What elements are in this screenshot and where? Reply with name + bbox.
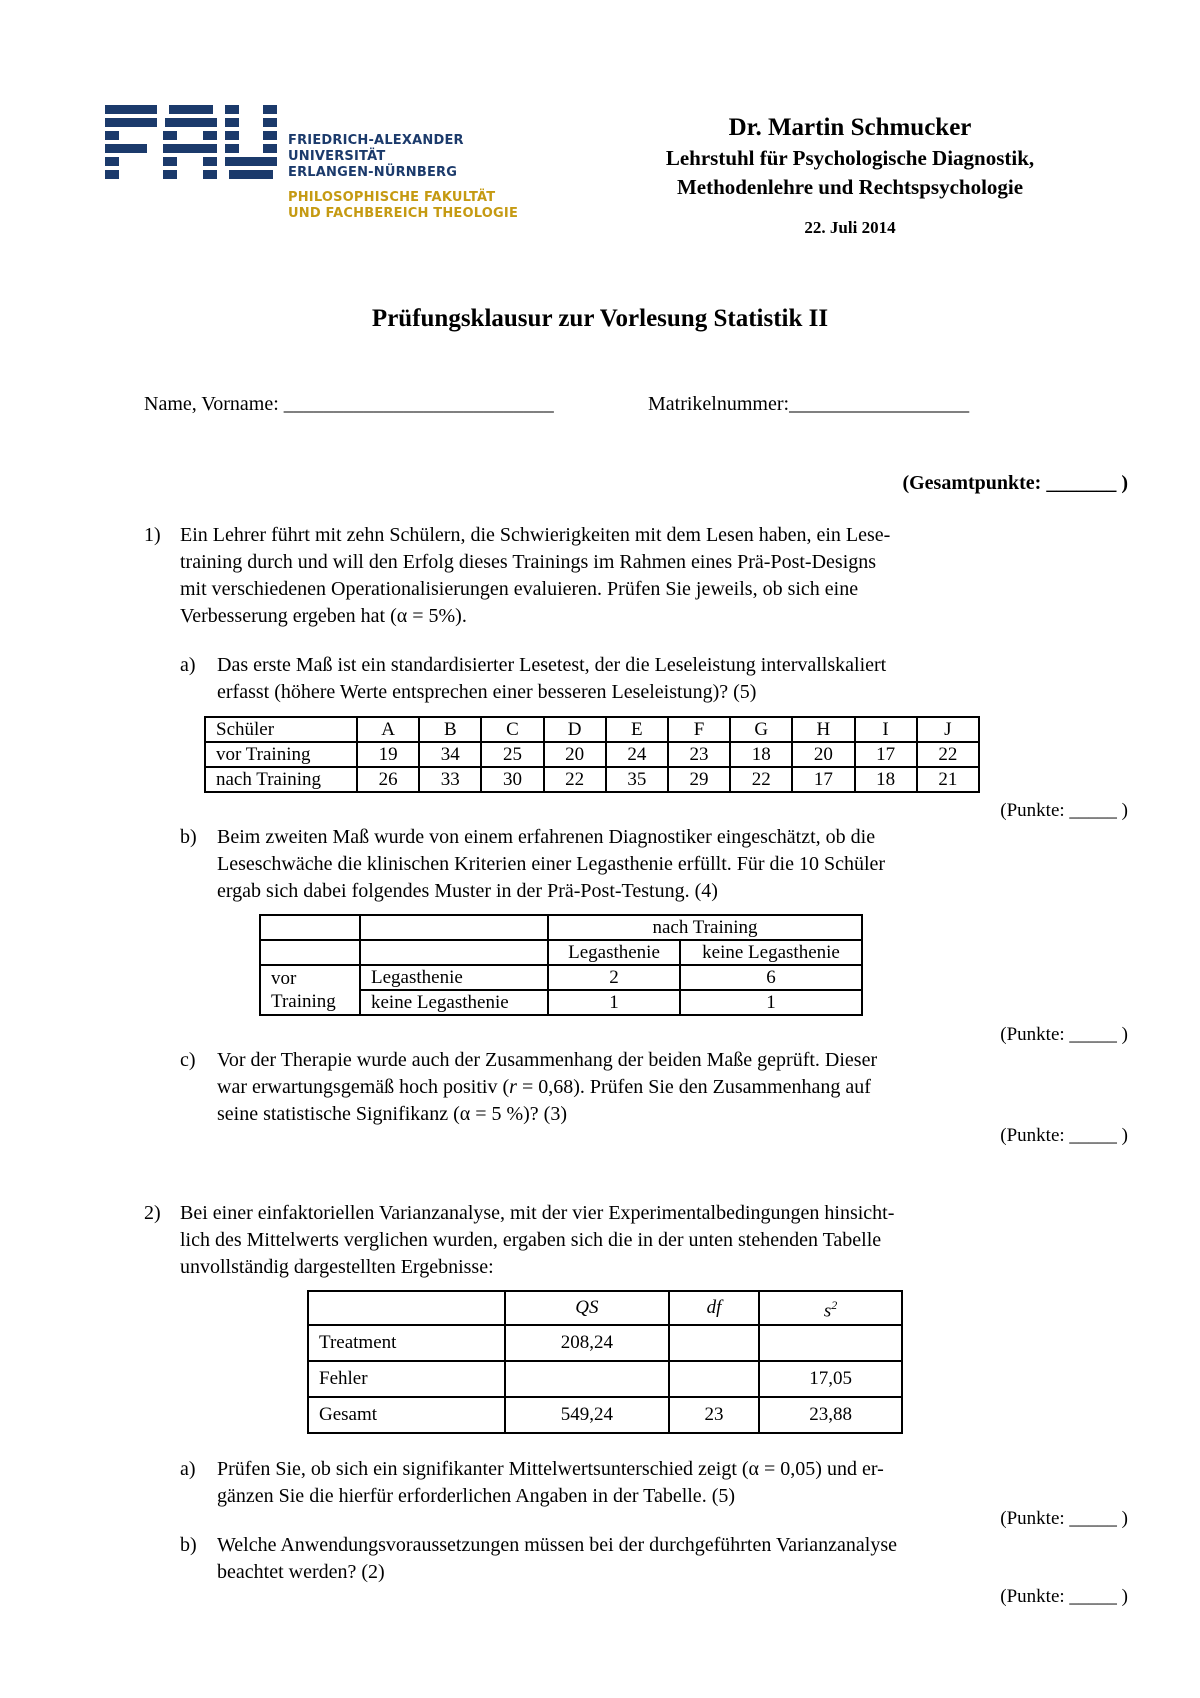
author-block [600, 112, 1100, 238]
faculty-name: PHILOSOPHISCHE FAKULTÄT UND FACHBEREICH THEOLOGIE [288, 190, 519, 221]
q2-anova-table [307, 1290, 903, 1434]
q2-number: 2) [144, 1202, 161, 1224]
q2-text: Bei einer einfaktoriellen Varianzanalyse, mit der vier Experimentalbedingungen hinsicht- lich des Mittelwerts verglichen wurden, ergaben sich die in der unten stehenden Tabelle unvollständig dargestellten Ergebnisse: [180, 1202, 895, 1278]
university-name: FRIEDRICH-ALEXANDER UNIVERSITÄT ERLANGEN-NÜRNBERG [288, 133, 464, 180]
q2a-text: Prüfen Sie, ob sich ein signifikanter Mittelwertsunterschied zeigt (α = 0,05) und er- gänzen Sie die hierfür erforderlichen Angaben in der Tabelle. (5) [217, 1458, 884, 1507]
q1a-text: Das erste Maß ist ein standardisierter Lesetest, der die Leseleistung intervallskaliert erfasst (höhere Werte entsprechen einer besseren Leseleistung)? (5) [217, 654, 887, 703]
q1b-table [259, 914, 863, 1016]
q1-number: 1) [144, 524, 161, 546]
table-row: vor Training Legasthenie 2 6 [260, 965, 862, 990]
q1a-points[interactable]: (Punkte: _____ ) [1000, 800, 1128, 821]
author-name: Dr. Martin Schmucker [728, 114, 972, 141]
q1c-points[interactable]: (Punkte: _____ ) [1000, 1125, 1128, 1146]
q1c-letter: c) [180, 1049, 196, 1071]
chair-line-2: Methodenlehre und Rechtspsychologie [676, 175, 1024, 199]
q2b-letter: b) [180, 1534, 197, 1556]
table-row: nach Training 26 33 30 22 35 29 22 17 18 21 [205, 767, 979, 792]
table-row: keine Legasthenie 1 1 [260, 990, 862, 1015]
table-row: Schüler A B C D E F G H I J [205, 717, 979, 742]
page-title: Prüfungsklausur zur Vorlesung Statistik II [371, 305, 829, 332]
q1-text: Ein Lehrer führt mit zehn Schülern, die Schwierigkeiten mit dem Lesen haben, ein Lese- training durch und will den Erfolg dieses Trainings im Rahmen eines Prä-Post-Designs mit verschiedenen Operationalisierungen evaluieren. Prüfen Sie jeweils, ob sich eine Verbesserung ergeben hat (α = 5%). [180, 524, 891, 627]
table-row: Legasthenie keine Legasthenie [260, 940, 862, 965]
q2b-text: Welche Anwendungsvoraussetzungen müssen bei der durchgeführten Varianzanalyse beachtet werden? (2) [217, 1534, 898, 1583]
matrikel-field[interactable]: Matrikelnummer:__________________ [648, 393, 970, 415]
q1c-text: Vor der Therapie wurde auch der Zusammenhang der beiden Maße geprüft. Dieser war erwartungsgemäß hoch positiv (r = 0,68). Prüfen Sie den Zusammenhang auf seine statistische Signifikanz (α = 5 %)? (3) [217, 1049, 878, 1125]
fau-logo [105, 105, 545, 225]
table-row: QS df $s^2$ [308, 1291, 902, 1325]
q1a-table [204, 716, 980, 793]
table-row: Treatment 208,24 [308, 1325, 902, 1361]
name-field[interactable]: Name, Vorname: ___________________________ [144, 393, 554, 415]
table-row: Fehler 17,05 [308, 1361, 902, 1397]
chair-line-1: Lehrstuhl für Psychologische Diagnostik, [665, 146, 1035, 170]
q2b-points[interactable]: (Punkte: _____ ) [1000, 1586, 1128, 1607]
exam-date: 22. Juli 2014 [804, 218, 896, 237]
total-points[interactable]: (Gesamtpunkte: _______ ) [902, 472, 1128, 494]
fau-wordmark [105, 105, 280, 180]
table-row: vor Training 19 34 25 20 24 23 18 20 17 22 [205, 742, 979, 767]
table-row: nach Training [260, 915, 862, 940]
table-row: Gesamt 549,24 23 23,88 [308, 1397, 902, 1433]
q2a-letter: a) [180, 1458, 196, 1480]
q1b-letter: b) [180, 826, 197, 848]
q2a-points[interactable]: (Punkte: _____ ) [1000, 1508, 1128, 1529]
q1b-points[interactable]: (Punkte: _____ ) [1000, 1024, 1128, 1045]
q1a-letter: a) [180, 654, 196, 676]
q1b-text: Beim zweiten Maß wurde von einem erfahrenen Diagnostiker eingeschätzt, ob die Leseschwäche die klinischen Kriterien einer Legasthenie erfüllt. Für die 10 Schüler ergab sich dabei folgendes Muster in der Prä-Post-Testung. (4) [217, 826, 886, 902]
